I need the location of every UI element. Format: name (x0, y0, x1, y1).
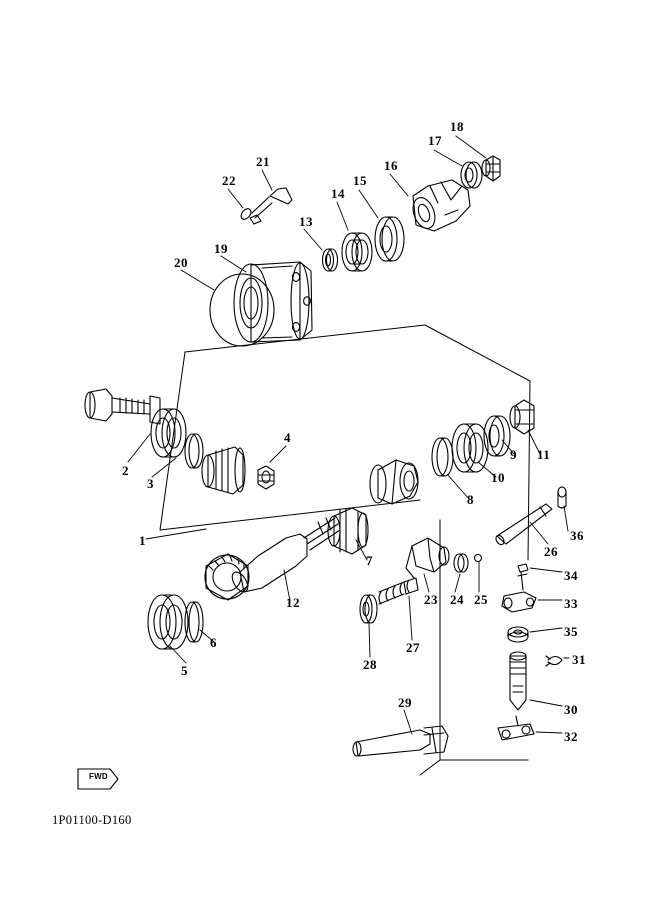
callout-5: 5 (181, 663, 188, 678)
part-21-bolt (250, 188, 292, 224)
part-30-shift-rod-vertical (510, 652, 526, 710)
part-24-collar (454, 554, 468, 572)
part-27-spring (379, 578, 418, 604)
part-17-washer (461, 162, 482, 188)
callout-1: 1 (139, 533, 146, 548)
callout-36: 36 (570, 528, 584, 543)
part-cone-cover (202, 447, 245, 494)
part-8-washer (432, 438, 453, 476)
callout-18: 18 (450, 119, 464, 134)
callout-7: 7 (366, 553, 373, 568)
callout-23: 23 (424, 592, 438, 607)
callout-25: 25 (474, 592, 488, 607)
callout-4: 4 (284, 430, 291, 445)
part-23-shift-fork (406, 538, 449, 578)
callout-15: 15 (353, 173, 367, 188)
callout-24: 24 (450, 592, 464, 607)
callout-13: 13 (299, 214, 313, 229)
part-32-bracket (498, 716, 534, 740)
part-code-label: 1P01100-D160 (52, 813, 132, 827)
callout-12: 12 (286, 595, 300, 610)
callout-22: 22 (222, 173, 236, 188)
callout-17: 17 (428, 133, 442, 148)
callout-10: 10 (491, 470, 505, 485)
fwd-arrow-label: FWD (89, 772, 108, 781)
part-16-yoke (409, 180, 470, 231)
part-35-washer (508, 627, 528, 642)
callout-32: 32 (564, 729, 578, 744)
part-28-washer (360, 595, 377, 623)
part-15-oil-seal (375, 217, 404, 261)
part-7-dog-clutch (328, 508, 368, 554)
callout-20: 20 (174, 255, 188, 270)
callout-26: 26 (544, 544, 558, 559)
part-33-lever (502, 592, 536, 612)
part-11-nut (510, 400, 534, 434)
callout-14: 14 (331, 186, 345, 201)
callout-9: 9 (510, 447, 517, 462)
part-31-clip (546, 656, 562, 666)
part-3-bearing (151, 409, 203, 468)
callout-2: 2 (122, 463, 129, 478)
callout-8: 8 (467, 492, 474, 507)
part-18-nut (482, 156, 500, 181)
part-housing-center (370, 460, 418, 504)
callout-19: 19 (214, 241, 228, 256)
callout-28: 28 (363, 657, 377, 672)
callout-16: 16 (384, 158, 398, 173)
callout-21: 21 (256, 154, 270, 169)
part-10-bearing (452, 424, 488, 472)
callout-34: 34 (564, 568, 578, 583)
callout-3: 3 (147, 476, 154, 491)
callout-33: 33 (564, 596, 578, 611)
part-29-shift-shaft (353, 726, 448, 756)
callout-30: 30 (564, 702, 578, 717)
part-12-pinion-shaft (205, 518, 340, 600)
part-4-nut (258, 466, 274, 489)
callout-31: 31 (572, 652, 586, 667)
callout-6: 6 (210, 635, 217, 650)
part-36-pin (558, 487, 566, 508)
assembly-frame (160, 325, 530, 775)
part-14-bearing (342, 233, 372, 271)
part-13-washer (323, 249, 338, 271)
part-26-shift-rod (494, 504, 552, 546)
part-25-pin (475, 555, 482, 562)
part-34-bolt (518, 564, 528, 590)
callout-29: 29 (398, 695, 412, 710)
part-5-bearing (148, 595, 188, 649)
callout-11: 11 (537, 447, 551, 462)
callout-35: 35 (564, 624, 578, 639)
callout-27: 27 (406, 640, 420, 655)
part-2-drive-shaft (85, 389, 160, 424)
